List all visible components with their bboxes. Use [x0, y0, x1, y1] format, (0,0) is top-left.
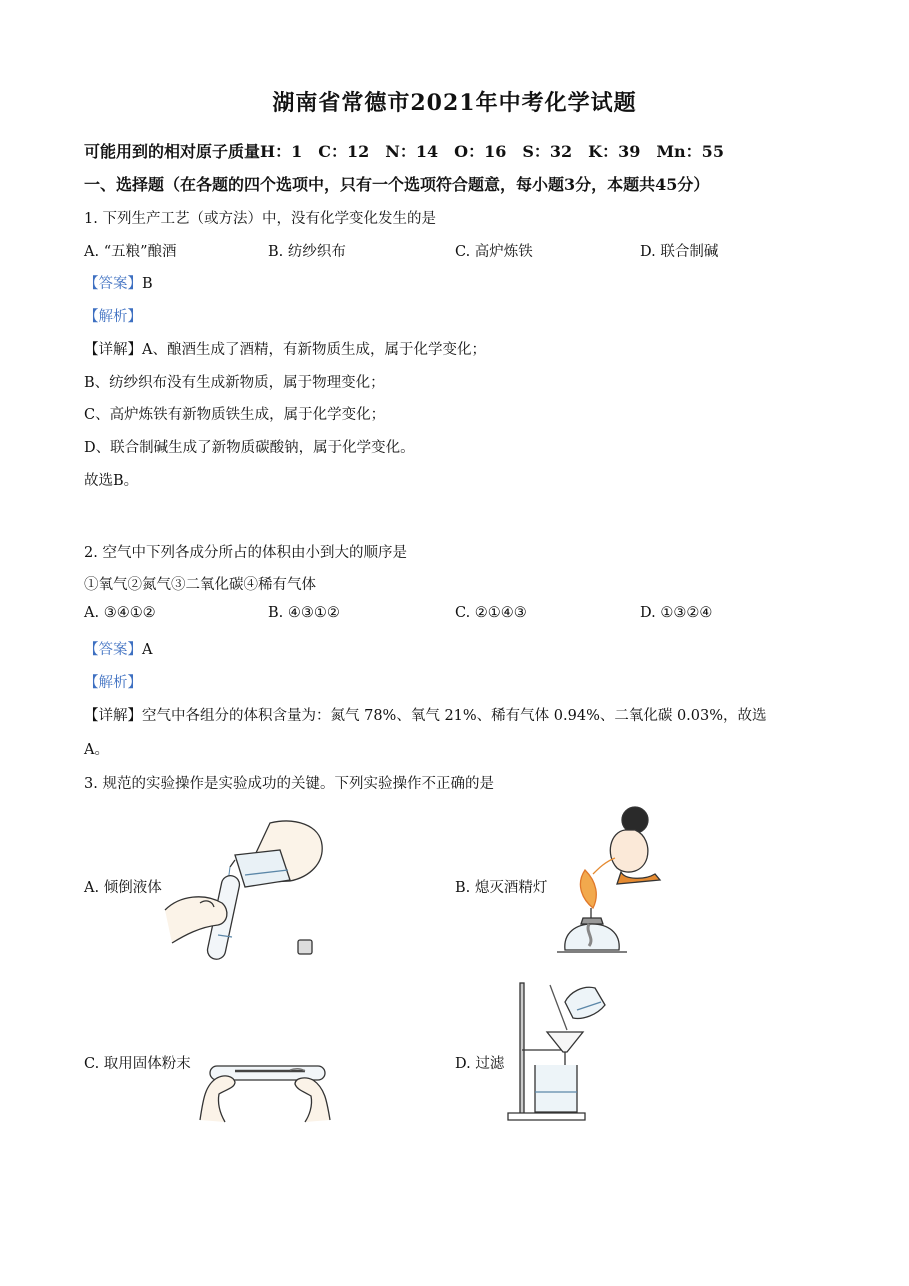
q1-stem: 1. 下列生产工艺（或方法）中，没有化学变化发生的是	[84, 211, 436, 227]
q2-detail-line	[84, 704, 767, 725]
detail-tag: 【详解】	[84, 342, 142, 358]
q3-option-a: A. 倾倒液体	[84, 880, 162, 896]
atomic-mass-line: 可能用到的相对原子质量H：1 C：12 N：14 O：16 S：32 K：39 Mn：55	[84, 142, 724, 161]
q2-analysis-tag: 【解析】	[84, 675, 142, 691]
q2-option-b: B. ④③①②	[268, 605, 340, 621]
q2-detail-line: A。	[84, 742, 109, 758]
q1-detail-line: C、高炉炼铁有新物质铁生成，属于化学变化；	[84, 407, 386, 423]
q2-option-d: D. ①③②④	[640, 605, 713, 621]
q2-answer	[84, 638, 152, 659]
pouring-liquid-illustration	[160, 815, 335, 965]
q1-detail-line	[84, 338, 486, 359]
page-title: 湖南省常德市2021年中考化学试题	[272, 90, 637, 116]
q3-option-b: B. 熄灭酒精灯	[455, 880, 548, 896]
q1-option-a: A. “五粮”酿酒	[84, 244, 177, 260]
q3-option-d: D. 过滤	[455, 1056, 505, 1072]
solid-powder-illustration	[195, 1050, 335, 1125]
answer-value: A	[142, 642, 153, 658]
q2-option-c: C. ②①④③	[455, 605, 527, 621]
section-heading: 一、选择题（在各题的四个选项中，只有一个选项符合题意，每小题3分，本题共45分）	[84, 175, 710, 194]
q2-stem: 2. 空气中下列各成分所占的体积由小到大的顺序是	[84, 545, 407, 561]
q3-option-c: C. 取用固体粉末	[84, 1056, 191, 1072]
filtration-illustration	[505, 980, 615, 1125]
detail-text: 空气中各组分的体积含量为：氮气 78%、氧气 21%、稀有气体 0.94%、二氧化碳 0.03%，故选	[142, 708, 767, 724]
q1-detail-line: B、纺纱织布没有生成新物质，属于物理变化；	[84, 375, 385, 391]
detail-tag: 【详解】	[84, 708, 142, 724]
answer-tag: 【答案】	[84, 642, 142, 658]
q1-option-b: B. 纺纱织布	[268, 244, 346, 260]
q3-stem: 3. 规范的实验操作是实验成功的关键。下列实验操作不正确的是	[84, 776, 494, 792]
q2-items: ①氧气②氮气③二氧化碳④稀有气体	[84, 577, 316, 593]
q1-detail-line: D、联合制碱生成了新物质碳酸钠，属于化学变化。	[84, 440, 415, 456]
q1-option-c: C. 高炉炼铁	[455, 244, 533, 260]
q1-conclusion: 故选B。	[84, 473, 139, 489]
answer-tag: 【答案】	[84, 276, 142, 292]
answer-value: B	[142, 276, 153, 292]
q1-analysis-tag: 【解析】	[84, 309, 142, 325]
q1-option-d: D. 联合制碱	[640, 244, 719, 260]
alcohol-lamp-illustration	[555, 800, 665, 960]
detail-text: A、酿酒生成了酒精，有新物质生成，属于化学变化；	[142, 342, 486, 358]
q2-option-a: A. ③④①②	[84, 605, 156, 621]
q1-answer	[84, 272, 153, 293]
